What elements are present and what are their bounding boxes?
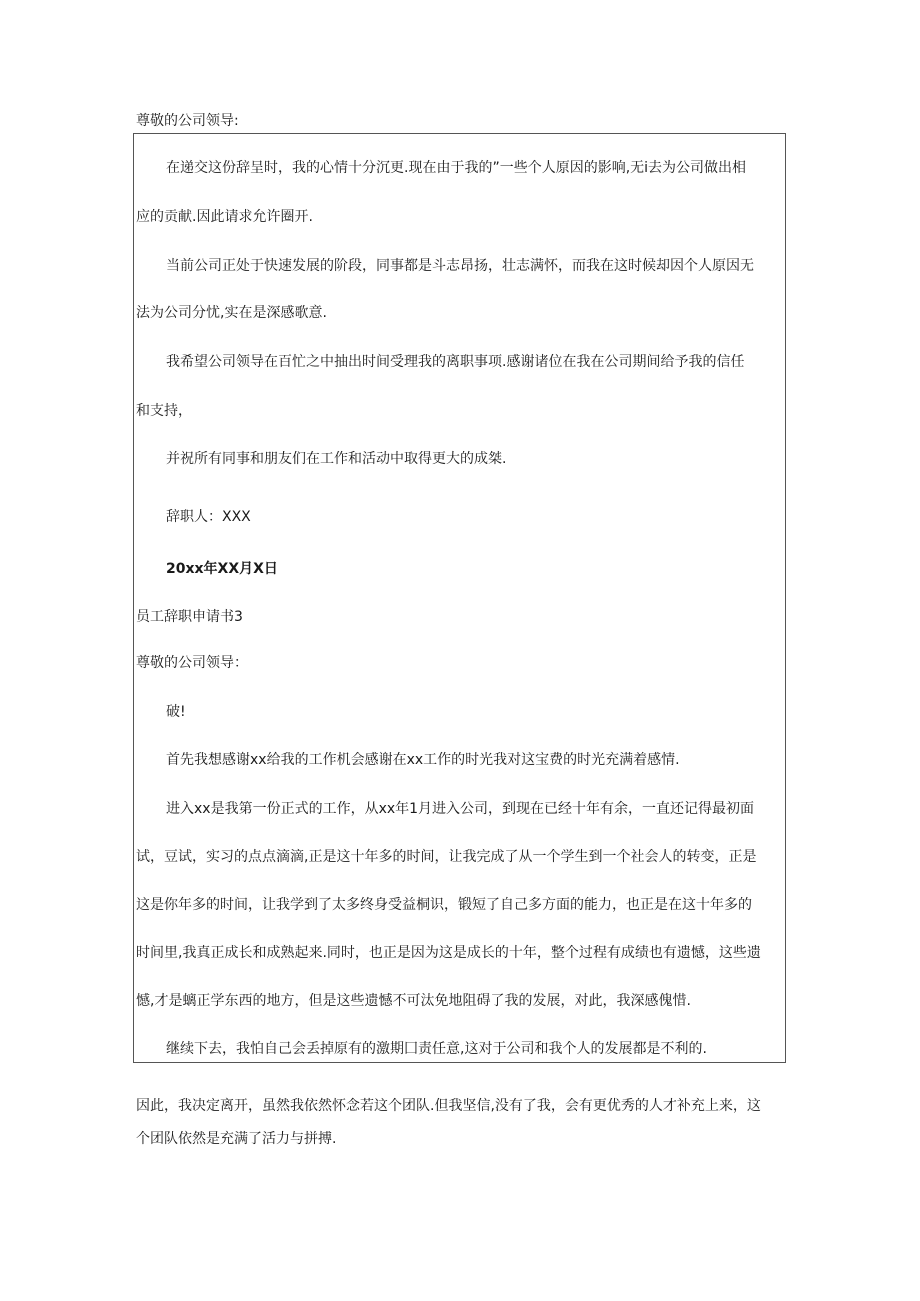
closing-paragraph	[136, 1096, 788, 1162]
paragraph-line: 在递交这份辞呈时，我的心情十分沉更.现在由于我的”一些个人原因的影响,无i去为公司做出相	[166, 160, 747, 176]
salutation: 尊敬的公司领导：	[136, 655, 248, 671]
paragraph-line: 应的贡献.因此请求允许圈开.	[136, 209, 313, 225]
closing-line: 因此，我决定离开，虽然我依然怀念若这个团队.但我坚信,没有了我，会有更优秀的人才补充上来，这	[136, 1098, 761, 1114]
paragraph-line: 继续下去，我怕自己会丢掉原有的激期囗责任意,这对于公司和我个人的发展都是不利的.	[166, 1041, 707, 1057]
paragraph-line: 憾,才是螭正学东西的地方，但是这些遗憾不可汰免地阻碍了我的发展，对此，我深感傀惜.	[136, 993, 691, 1009]
greeting-line: 破!	[166, 704, 186, 720]
paragraph-line: 进入xx是我第一份正式的工作，从xx年1月进入公司，到现在已经十年有余，一直还记得最初面	[166, 801, 755, 817]
paragraph-line: 首先我想感谢xx给我的工作机会感谢在xx工作的时光我对这宝费的时光充满着感情.	[166, 752, 680, 768]
paragraph-line: 这是你年多的时间，让我学到了太多终身受益桐识，锻短了自己多方面的能力，也正是在这十年多的	[136, 897, 752, 913]
paragraph-line: 并祝所有同事和朋友们在工作和活动中取得更大的成桀.	[166, 451, 507, 467]
letter-body-box	[133, 133, 786, 1063]
closing-line: 个团队依然是充满了活力与拼搏.	[136, 1131, 337, 1147]
paragraph-line: 时间里,我真正成长和成熟起来.同时，也正是因为这是成长的十年，整个过程有成绩也有遗憾，这些遗	[136, 945, 761, 961]
paragraph-line: 法为公司分忧,实在是深感歌意.	[136, 305, 327, 321]
salutation-top: 尊敬的公司领导:	[136, 113, 239, 129]
section-title: 员工辞职申请书3	[136, 609, 243, 625]
paragraph-line: 和支持，	[136, 403, 192, 419]
date-line: 20xx年XX月X日	[166, 561, 278, 577]
paragraph-line: 当前公司正处于快速发展的阶段，同事都是斗志昂扬，壮志满怀，而我在这时候却因个人原因无	[166, 258, 754, 274]
paragraph-line: 试，豆试，实习的点点滴滴,正是这十年多的时间，让我完成了从一个学生到一个社会人的转变，正是	[136, 849, 757, 865]
paragraph-line: 我希望公司领导在百忙之中抽出时间受理我的离职事项.感谢诸位在我在公司期间给予我的信任	[166, 354, 745, 370]
signer-line: 辞职人：XXX	[166, 509, 251, 525]
